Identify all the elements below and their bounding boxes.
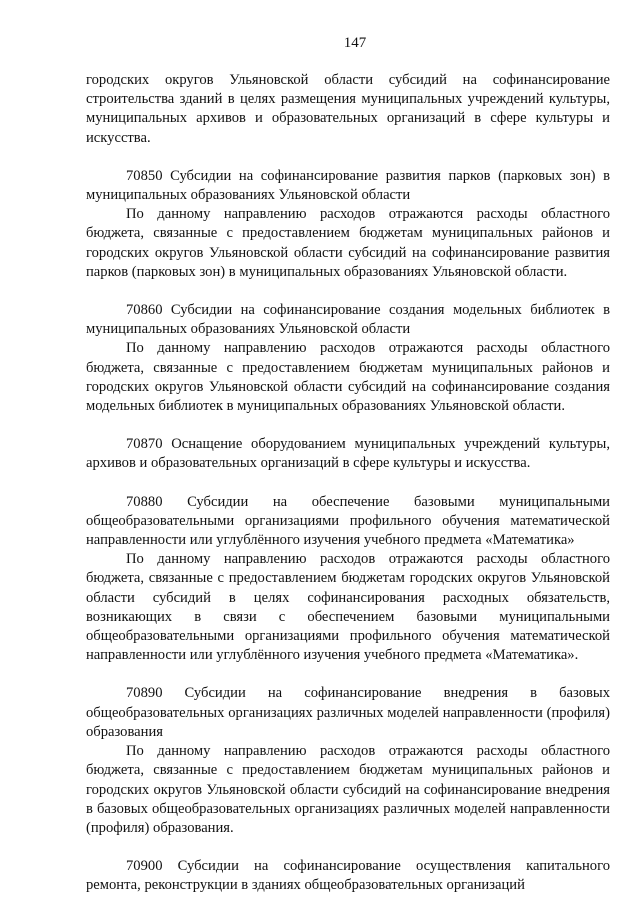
paragraph: По данному направлению расходов отражаются расходы областного бюджета, связанные с предоставлением бюджетам муниципальных районов и городских округов Ульяновской области субсидий на софинансирование создания модельных библиотек в муниципальных образованиях Ульяновской области. [86,340,610,415]
paragraph: городских округов Ульяновской области субсидий на софинансирование строительства зданий в целях размещения муниципальных учреждений культуры, муниципальных архивов и образовательных организаций в сфере культуры и искусства. [86,72,610,146]
paragraph-gap [86,148,610,167]
document-body [86,71,610,896]
page-number: 147 [343,35,367,51]
paragraph: По данному направлению расходов отражаются расходы областного бюджета, связанные с предоставлением бюджетам муниципальных районов и городских округов Ульяновской области субсидий на софинансирование внедрения в базовых общеобразовательных организациях различных моделей направленности (профиля) образования. [86,743,610,836]
paragraph-gap [86,282,610,301]
paragraph: По данному направлению расходов отражаются расходы областного бюджета, связанные с предоставлением бюджетам муниципальных районов и городских округов Ульяновской области субсидий на софинансирование развития парков (парковых зон) в муниципальных образованиях Ульяновской области. [86,206,610,280]
paragraph-gap [86,665,610,684]
paragraph: 70890 Субсидии на софинансирование внедрения в базовых общеобразовательных организациях различных моделей направленности (профиля) образования [86,685,610,740]
paragraph: 70880 Субсидии на обеспечение базовыми муниципальными общеобразовательными организациями профильного обучения математической направленности или углублённого изучения учебного предмета «Математика» [86,493,610,549]
paragraph: 70860 Субсидии на софинансирование создания модельных библиотек в муниципальных образованиях Ульяновской области [86,302,610,338]
paragraph: 70870 Оснащение оборудованием муниципальных учреждений культуры, архивов и образовательных организаций в сфере культуры и искусства. [86,436,610,472]
paragraph: 70850 Субсидии на софинансирование развития парков (парковых зон) в муниципальных образованиях Ульяновской области [86,167,610,204]
paragraph-gap [86,416,610,435]
paragraph: 70900 Субсидии на софинансирование осуществления капитального ремонта, реконструкции в зданиях общеобразовательных организаций [86,858,610,894]
paragraph-gap [86,474,610,493]
paragraph: По данному направлению расходов отражаются расходы областного бюджета, связанные с предоставлением бюджетам городских округов Ульяновской области субсидий в целях софинансирования расходных обязательств, возникающих в связи с обеспечением базовыми муниципальными общеобразовательными организациями профильного обучения математической направленности или углублённого изучения учебного предмета «Математика». [86,551,610,664]
paragraph-gap [86,838,610,857]
